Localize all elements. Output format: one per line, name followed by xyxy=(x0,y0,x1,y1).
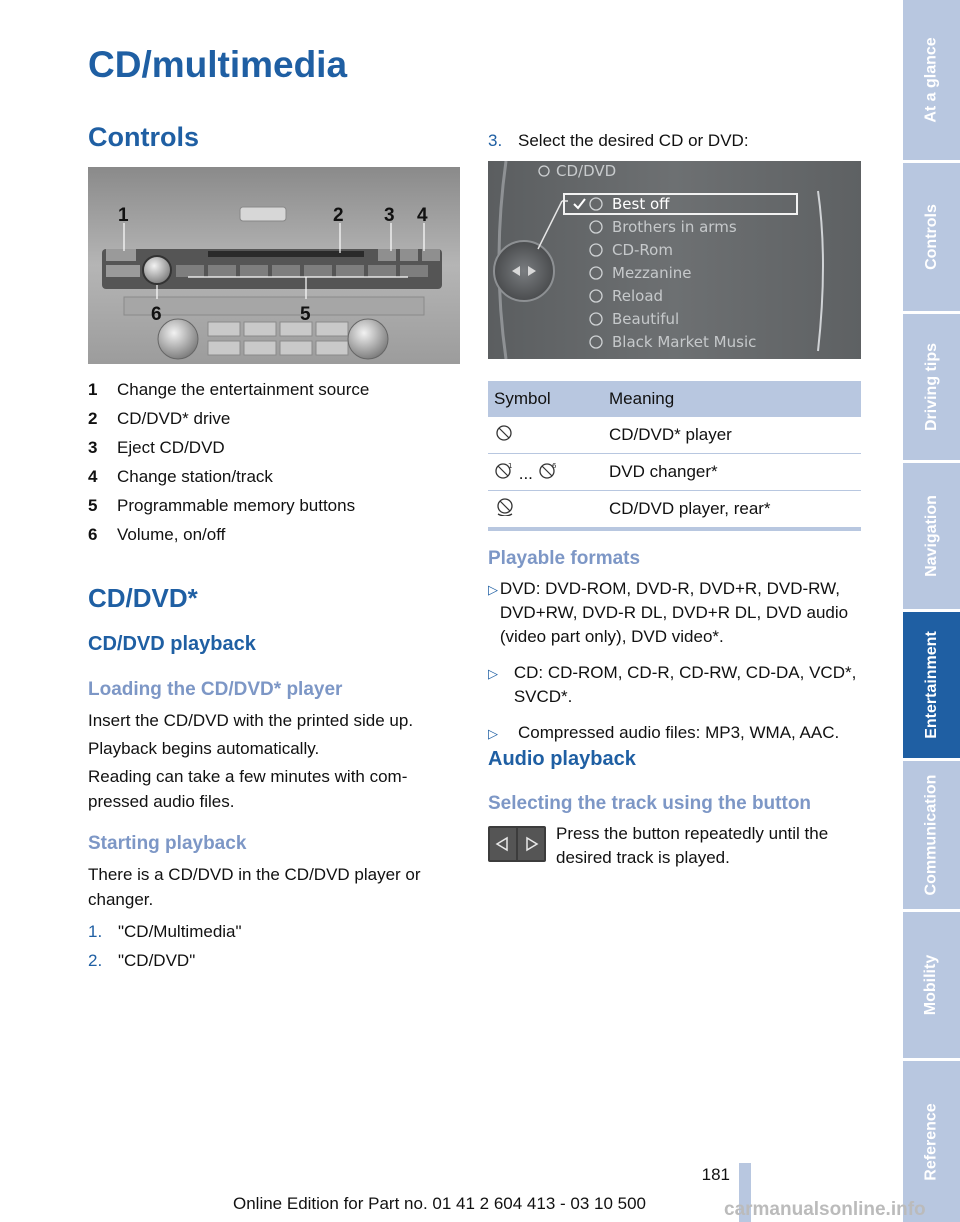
list-item: 2. "CD/DVD" xyxy=(88,951,196,970)
controls-heading: Controls xyxy=(88,122,199,152)
cd-selection-screen xyxy=(488,161,861,359)
starting-heading: Starting playback xyxy=(88,833,247,854)
playback-heading: CD/DVD playback xyxy=(88,633,256,655)
table-row xyxy=(488,417,861,454)
list-item: 1. "CD/Multimedia" xyxy=(88,922,242,941)
track-paragraph: Press the button repeatedly until the desired track is played. xyxy=(556,824,829,867)
table-header-meaning: Meaning xyxy=(603,381,861,417)
list-item: 3 Eject CD/DVD xyxy=(88,438,225,457)
dvd-changer-1-icon xyxy=(494,461,514,479)
steps-list xyxy=(88,917,242,975)
page-number: 181 xyxy=(701,1165,730,1184)
footer-text: Online Edition for Part no. 01 41 2 604 413 - 03 10 500 xyxy=(233,1194,647,1213)
callout-6: 6 xyxy=(151,304,162,325)
table-cell: DVD changer* xyxy=(603,454,861,491)
starting-paragraph: There is a CD/DVD in the CD/DVD player or changer. xyxy=(88,865,421,909)
symbol-table xyxy=(488,381,861,531)
tab-navigation[interactable]: Navigation xyxy=(903,463,960,609)
list-item: ▷ DVD: DVD-ROM, DVD-R, DVD+R, DVD-RW, DVD+RW, DVD-R DL, DVD+R DL, DVD audio (video part only), DVD video*. xyxy=(488,577,863,649)
controls-legend xyxy=(88,375,463,549)
bullet-triangle-icon: ▷ xyxy=(488,582,498,597)
screen-item[interactable]: Beautiful xyxy=(612,310,680,328)
screen-item[interactable]: Black Market Music xyxy=(612,333,757,351)
track-buttons-image xyxy=(488,826,546,862)
svg-text:1: 1 xyxy=(508,461,513,470)
callout-1: 1 xyxy=(118,205,129,226)
list-item: 4 Change station/track xyxy=(88,467,273,486)
formats-heading: Playable formats xyxy=(488,548,641,569)
list-item: 2 CD/DVD* drive xyxy=(88,409,231,428)
callout-4: 4 xyxy=(417,205,428,226)
list-item: 1 Change the entertainment source xyxy=(88,380,370,399)
screen-item[interactable]: Mezzanine xyxy=(612,264,692,282)
screen-item[interactable]: CD-Rom xyxy=(612,241,673,259)
loading-heading: Loading the CD/DVD* player xyxy=(88,679,343,700)
formats-list xyxy=(488,577,863,758)
list-item: 6 Volume, on/off xyxy=(88,525,226,544)
tab-driving-tips[interactable]: Driving tips xyxy=(903,314,960,460)
tab-reference[interactable]: Reference xyxy=(903,1061,960,1222)
loading-paragraph-3: Reading can take a few minutes with com-pressed audio files. xyxy=(88,767,408,811)
page-title: CD/multimedia xyxy=(88,44,348,85)
callout-2: 2 xyxy=(333,205,344,226)
svg-text:6: 6 xyxy=(551,461,557,470)
screen-item-selected[interactable]: Best off xyxy=(612,195,670,213)
bullet-triangle-icon: ▷ xyxy=(488,666,498,681)
step-3: 3. Select the desired CD or DVD: xyxy=(488,131,749,150)
loading-paragraph-1: Insert the CD/DVD with the printed side up. xyxy=(88,711,414,730)
range-ellipsis: ... xyxy=(518,463,533,483)
track-heading: Selecting the track using the button xyxy=(488,793,812,814)
tab-communication[interactable]: Communication xyxy=(903,761,960,909)
loading-paragraph-2: Playback begins automatically. xyxy=(88,739,320,758)
list-item: ▷ CD: CD-ROM, CD-R, CD-RW, CD-DA, VCD*, SVCD*. xyxy=(488,661,863,709)
chapter-tabs xyxy=(903,0,960,1222)
radio-panel-image xyxy=(88,167,460,364)
list-item: ▷ Compressed audio files: MP3, WMA, AAC. xyxy=(488,721,863,746)
tab-controls[interactable]: Controls xyxy=(903,163,960,311)
dvd-changer-6-icon xyxy=(538,461,558,479)
audio-heading: Audio playback xyxy=(488,748,636,770)
bullet-triangle-icon: ▷ xyxy=(488,726,498,741)
table-cell: CD/DVD* player xyxy=(603,417,861,454)
watermark: carmanualsonline.info xyxy=(724,1199,926,1220)
table-row xyxy=(488,454,861,491)
callout-3: 3 xyxy=(384,205,395,226)
list-item: 5 Programmable memory buttons xyxy=(88,496,356,515)
screen-item[interactable]: Reload xyxy=(612,287,664,305)
cddvd-heading: CD/DVD* xyxy=(88,583,198,613)
tab-entertainment[interactable]: Entertainment xyxy=(903,612,960,758)
table-row xyxy=(488,491,861,530)
rear-player-icon xyxy=(494,498,518,516)
callout-5: 5 xyxy=(300,304,311,325)
tab-mobility[interactable]: Mobility xyxy=(903,912,960,1058)
tab-at-a-glance[interactable]: At a glance xyxy=(903,0,960,160)
table-header-symbol: Symbol xyxy=(488,381,603,417)
screen-item[interactable]: Brothers in arms xyxy=(612,218,737,236)
screen-header: CD/DVD xyxy=(556,162,617,180)
cd-player-icon xyxy=(494,424,514,442)
table-cell: CD/DVD player, rear* xyxy=(603,491,861,530)
